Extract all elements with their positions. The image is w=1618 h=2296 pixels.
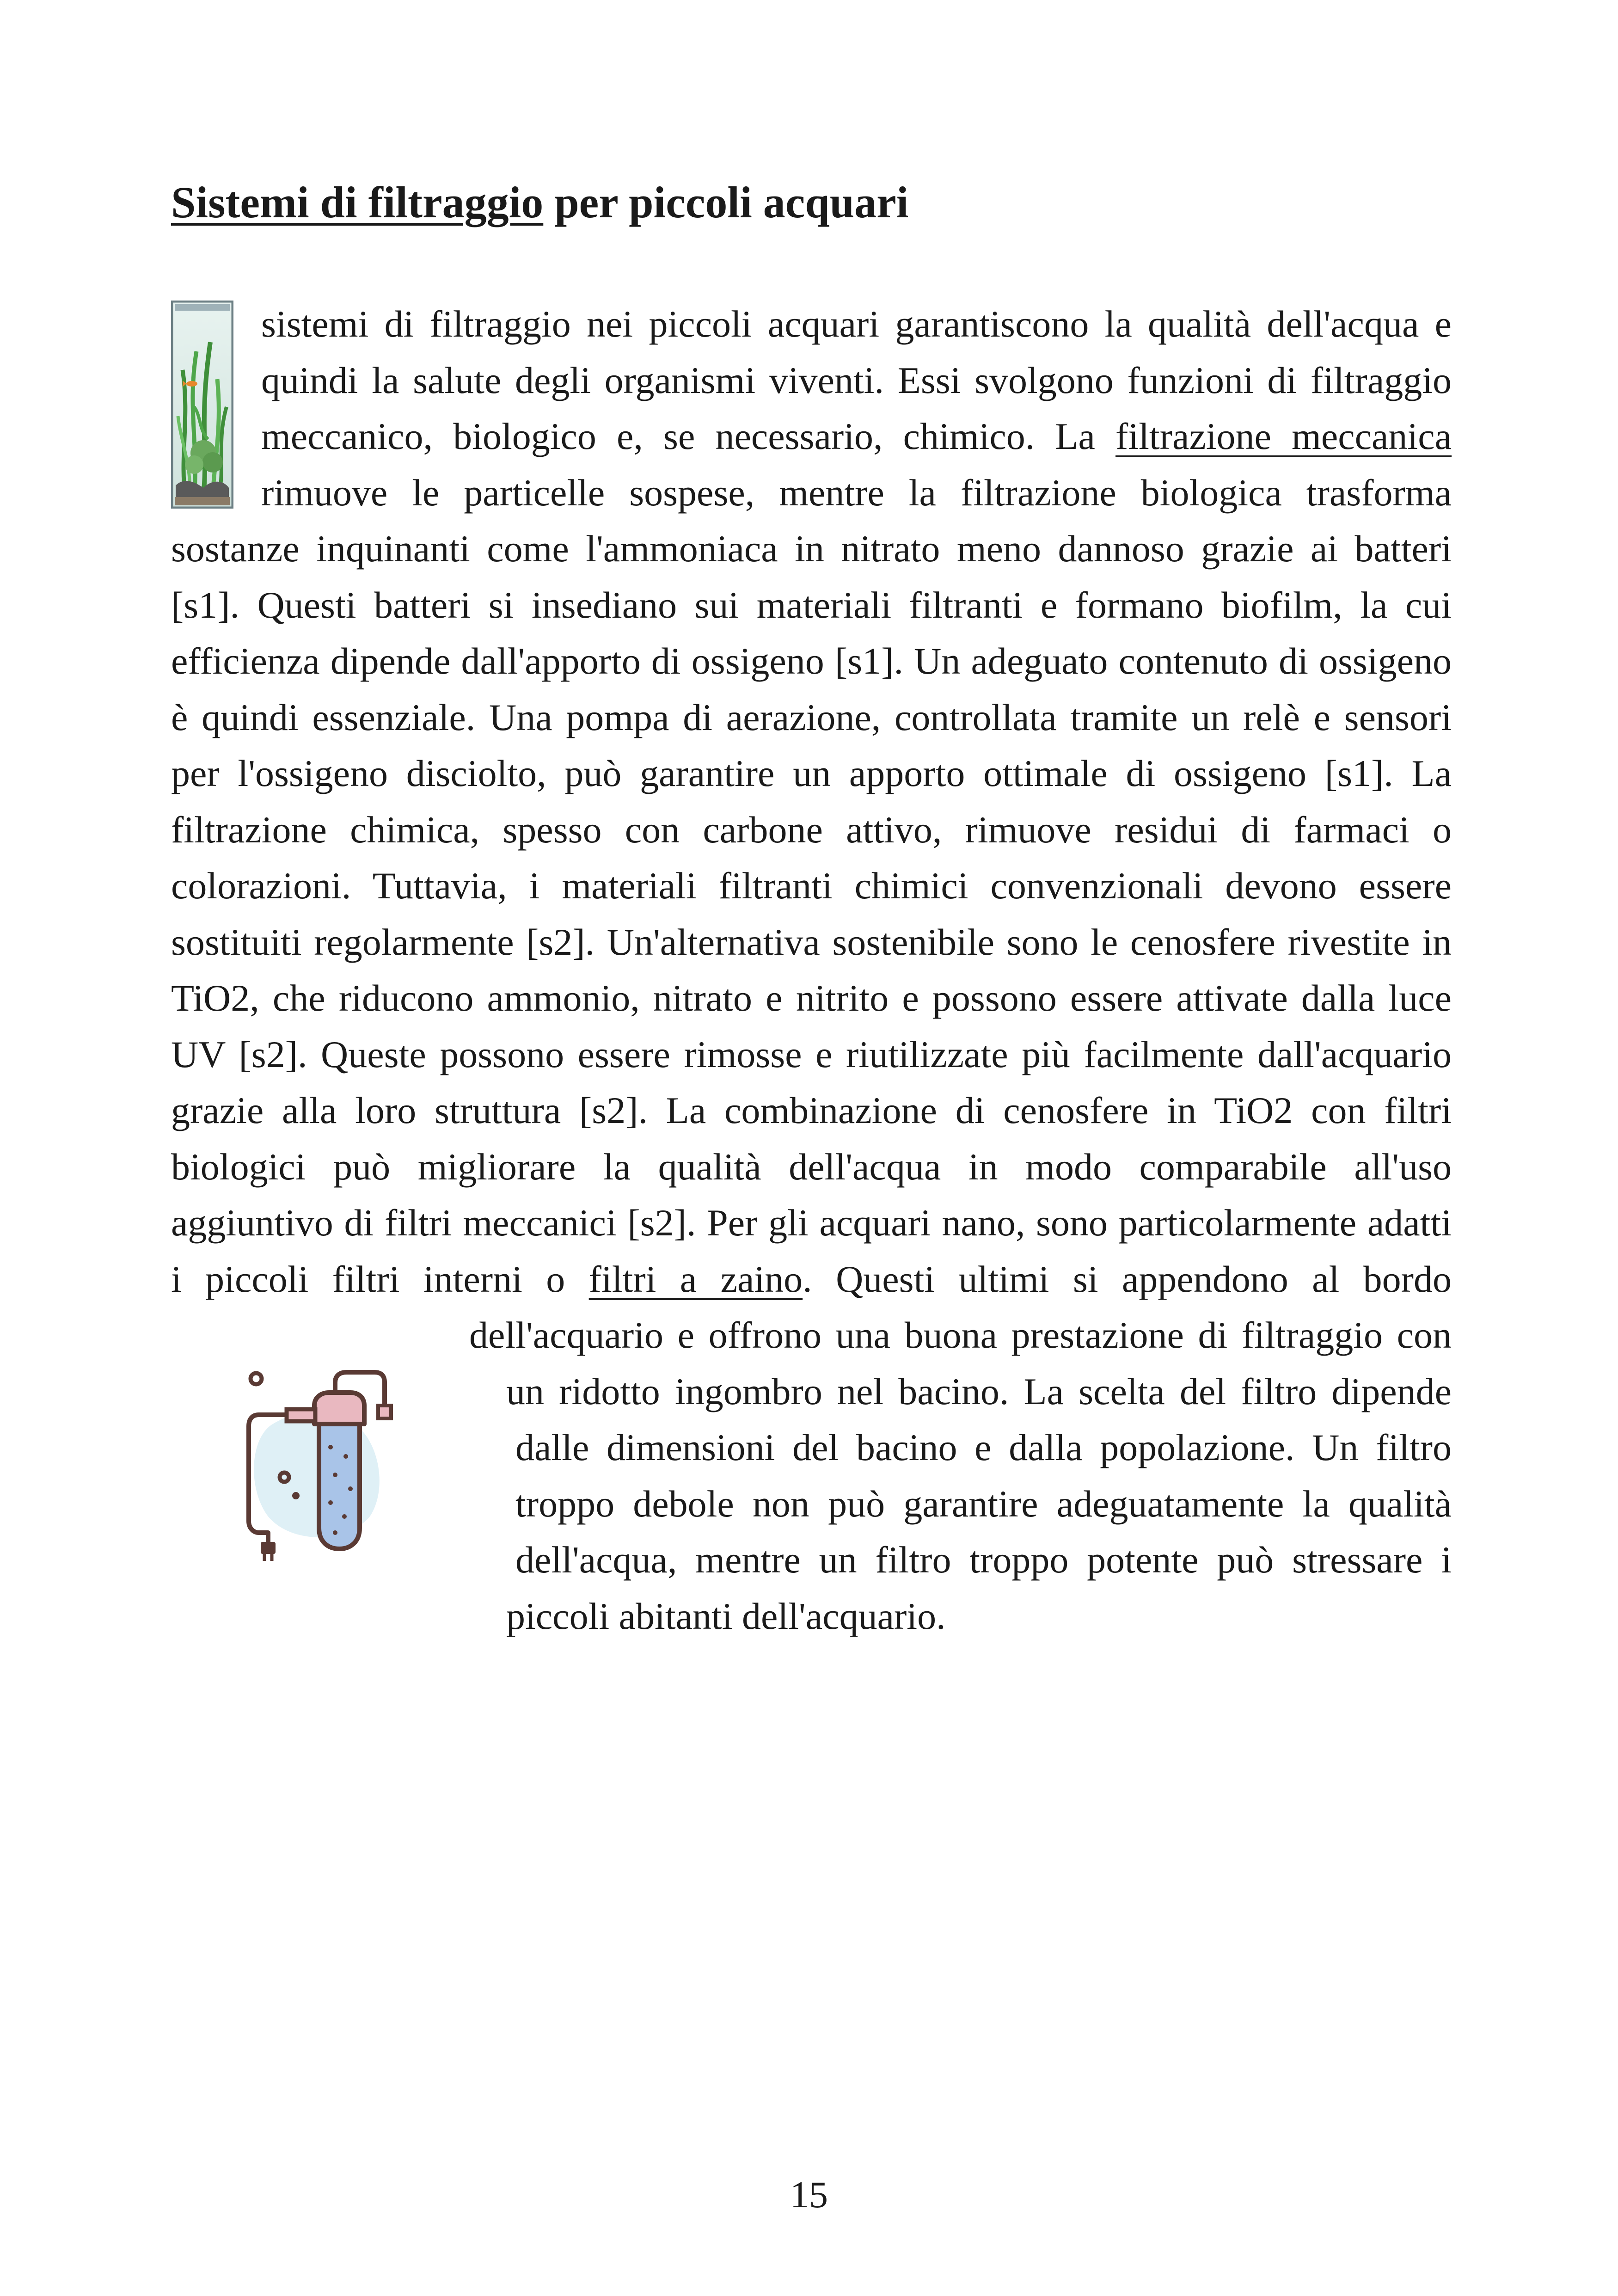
aquarium-thumbnail-icon bbox=[171, 301, 233, 509]
title-rest: per piccoli acquari bbox=[543, 178, 909, 227]
page-title bbox=[171, 176, 908, 229]
link-filtri-a-zaino[interactable]: filtri a zaino bbox=[588, 1258, 803, 1300]
paragraph-text-3: . Questi ultimi si appendono al bordo dell'acquario e offrono una buona prestazione di filtraggio con un ridotto ingombro nel bacino. La scelta del filtro dipende dalle dimensioni del bacino e dalla popolazione. Un filtro troppo debole non può garantire adeguatamente la qualità dell'acqua, mentre un filtro troppo potente può stressare i piccoli abitanti dell'acquario. bbox=[469, 1258, 1452, 1637]
title-underlined: Sistemi di filtraggio bbox=[171, 178, 544, 227]
link-filtrazione-meccanica[interactable]: filtrazione meccanica bbox=[1115, 415, 1452, 457]
page-number: 15 bbox=[790, 2173, 828, 2216]
hang-on-filter-icon bbox=[240, 1369, 407, 1563]
paragraph-text-2: rimuove le particelle sospese, mentre la filtrazione biologica trasforma sostanze inquinanti come l'ammoniaca in nitrato meno dannoso grazie ai batteri [s1]. Questi batteri si insediano sui materiali filtranti e formano biofilm, la cui efficienza dipende dall'apporto di ossigeno [s1]. Un adeguato contenuto di ossigeno è quindi essenziale. Una pompa di aerazione, controllata tramite un relè e sensori per l'ossigeno disciolto, può garantire un apporto ottimale di ossigeno [s1]. La filtrazione chimica, spesso con carbone attivo, rimuove residui di farmaci o colorazioni. Tuttavia, i materiali filtranti chimici convenzionali devono essere sostituiti regolarmente [s2]. Un'alternativa sostenibile sono le cenosfere rivestite in TiO2, che riducono ammonio, nitrato e nitrito e possono essere attivate dalla luce UV [s2]. Queste possono essere rimosse e riutilizzate più facilmente dall'acquario grazie alla loro struttura [s2]. La combinazione di cenosfere in TiO2 con filtri biologici può migliorare la qualità dell'acqua in modo comparabile all'uso aggiuntivo di filtri meccanici [s2]. Per gli acquari nano, sono particolarmente adatti i piccoli filtri interni o bbox=[171, 471, 1452, 1300]
paragraph-text-1: sistemi di filtraggio nei piccoli acquari garantiscono la qualità dell'acqua e quindi la salute degli organismi viventi. Essi svolgono funzioni di filtraggio meccanico, biologico e, se necessario, chimico. La bbox=[261, 303, 1452, 457]
